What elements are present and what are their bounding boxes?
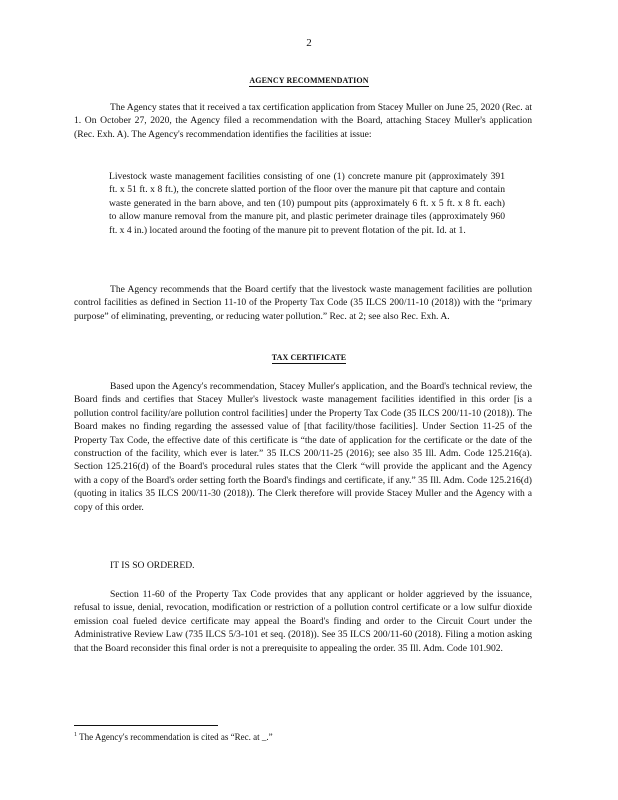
heading-agency-recommendation	[0, 76, 618, 85]
heading-tax-certificate-text: TAX CERTIFICATE	[271, 353, 347, 362]
paragraph-board-findings: Based upon the Agency's recommendation, Stacey Muller's application, and the Board's technical review, the Board finds and certifies that Stacey Muller's livestock waste management facilities identified in this order [is a pollution control facility/are pollution control facilities] under the Property Tax Code (35 ILCS 200/11-10 (2018)). The Board makes no finding regarding the assessed value of [that facility/those facilities]. Under Section 11-25 of the Property Tax Code, the effective date of this certificate is “the date of application for the certificate or the date of the construction of the facility, which ever is later.” 35 ILCS 200/11-25 (2016); see also 35 Ill. Adm. Code 125.216(a). Section 125.216(d) of the Board's procedural rules states that the Clerk “will provide the applicant and the Agency with a copy of the Board's order setting forth the Board's findings and certificate, if any.” 35 Ill. Adm. Code 125.216(d) (quoting in italics 35 ILCS 200/11-30 (2018)). The Clerk therefore will provide Stacey Muller and the Agency with a copy of this order.	[74, 381, 532, 513]
heading-tax-certificate	[0, 353, 618, 362]
footnote-divider	[74, 725, 218, 726]
paragraph-agency-statement: The Agency states that it received a tax certification application from Stacey Muller on June 25, 2020 (Rec. at 1. On October 27, 2020, the Agency filed a recommendation with the Board, attaching Stacey Muller's application (Rec. Exh. A). The Agency's recommendation identifies the facilities at issue:	[74, 102, 532, 140]
block-quote-facilities: Livestock waste management facilities consisting of one (1) concrete manure pit (approximately 391 ft. x 51 ft. x 8 ft.), the concrete slatted portion of the floor over the manure pit that capture and contain waste generated in the barn above, and ten (10) pumpout pits (approximately 6 ft. x 5 ft. x 8 ft. each) to allow manure removal from the manure pit, and plastic perimeter drainage tiles (approximately 960 ft. x 4 in.) located around the footing of the manure pit to prevent flotation of the pit. Id. at 1.	[109, 171, 505, 236]
paragraph-agency-recommends: The Agency recommends that the Board certify that the livestock waste management facilities are pollution control facilities as defined in Section 11-10 of the Property Tax Code (35 ILCS 200/11-10 (2018)) with the “primary purpose” of eliminating, preventing, or reducing water pollution.” Rec. at 2; see also Rec. Exh. A.	[74, 284, 532, 322]
paragraph-so-ordered: IT IS SO ORDERED.	[110, 560, 195, 571]
footnote-text: The Agency's recommendation is cited as “Rec. at _.”	[79, 732, 273, 742]
footnote-marker: 1	[74, 732, 77, 738]
page-number: 2	[306, 37, 312, 49]
heading-agency-recommendation-text: AGENCY RECOMMENDATION	[249, 76, 369, 85]
paragraph-appeal-rights: Section 11-60 of the Property Tax Code provides that any applicant or holder aggrieved by the issuance, refusal to issue, denial, revocation, modification or restriction of a pollution control certificate or a low sulfur dioxide emission coal fueled device certificate may appeal the Board's finding and order to the Circuit Court under the Administrative Review Law (735 ILCS 5/3-101 et seq. (2018)). See 35 ILCS 200/11-60 (2018). Filing a motion asking that the Board reconsider this final order is not a prerequisite to appealing the order. 35 Ill. Adm. Code 101.902.	[74, 589, 532, 654]
footnote	[74, 732, 273, 742]
